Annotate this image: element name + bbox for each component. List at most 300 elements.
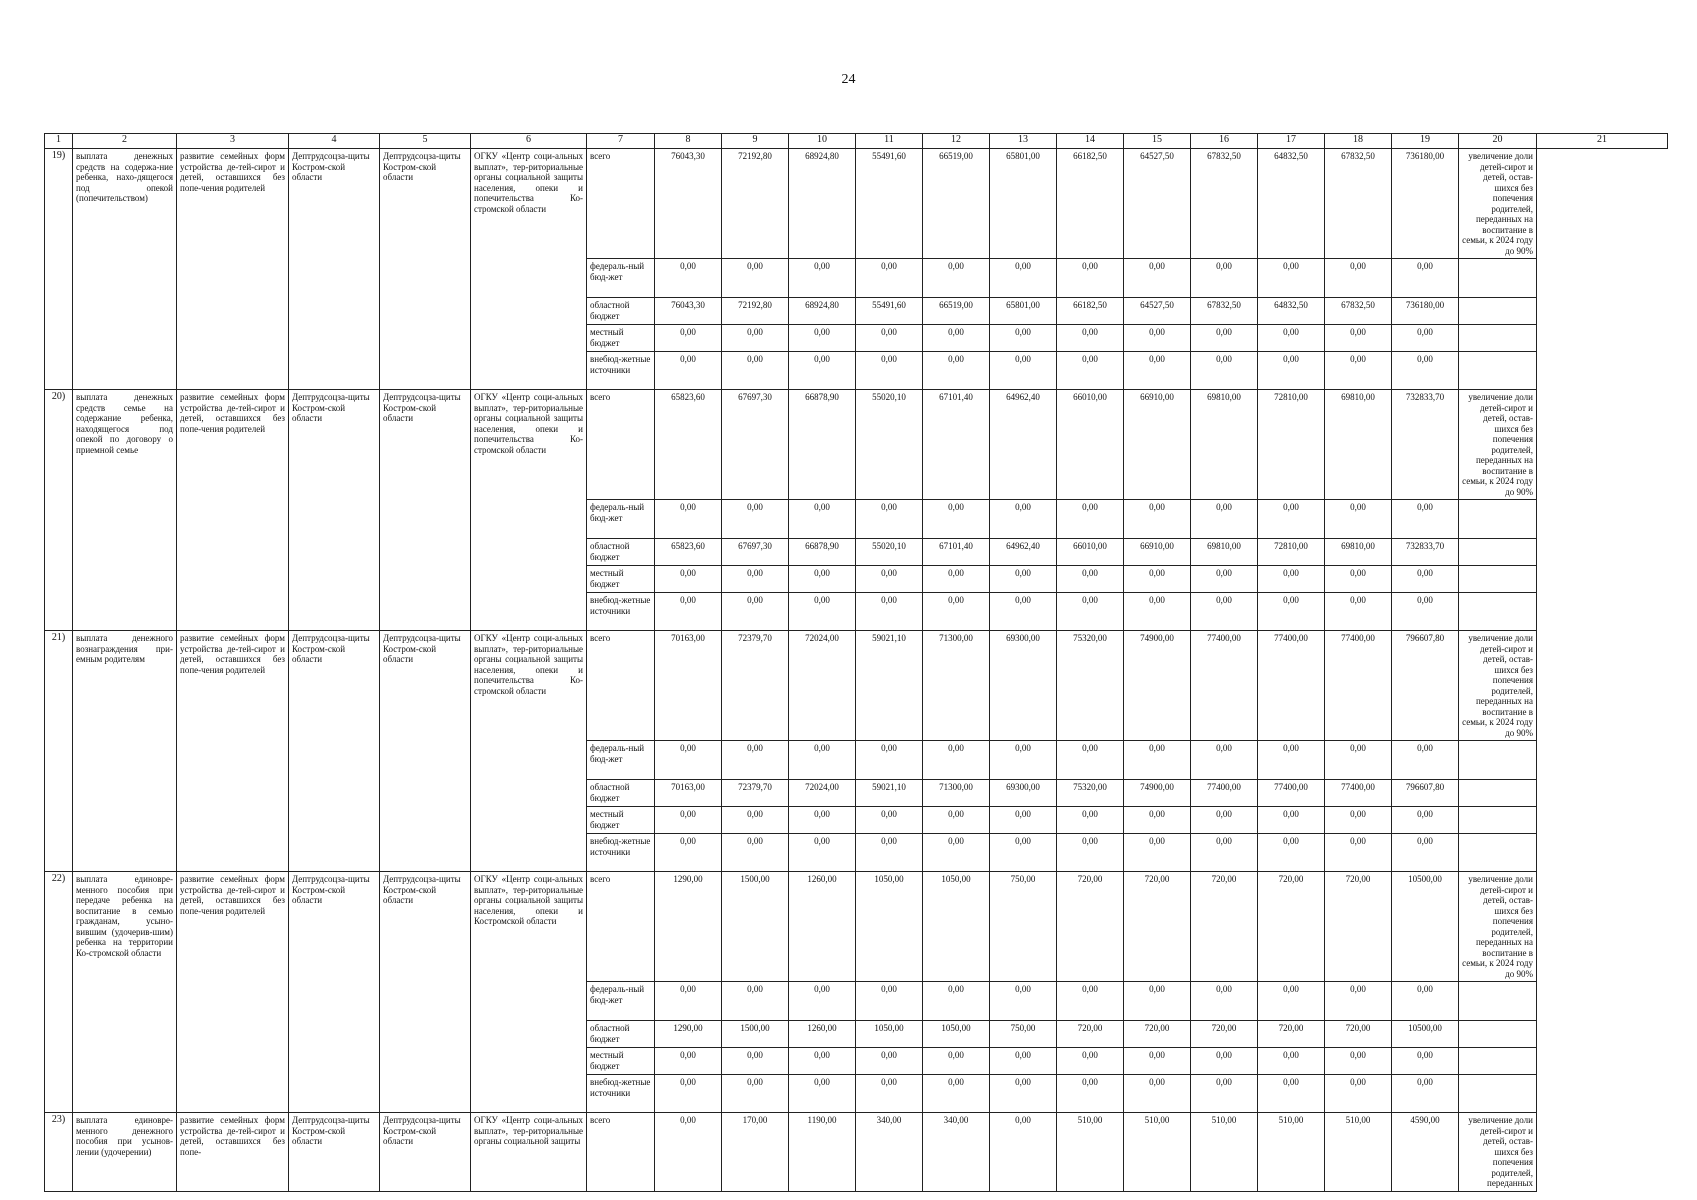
amount-cell: 0,00 [1057,741,1124,780]
amount-cell: 0,00 [1258,593,1325,631]
co-executor: Дептрудсоцза-щиты Костром-ской области [380,1113,471,1192]
amount-cell: 67697,30 [722,390,789,500]
amount-cell: 170,00 [722,1113,789,1192]
amount-cell: 0,00 [923,982,990,1021]
amount-cell: 0,00 [1057,325,1124,352]
amount-cell: 0,00 [1191,834,1258,872]
amount-cell: 72024,00 [789,631,856,741]
amount-cell: 69300,00 [990,780,1057,807]
amount-cell: 340,00 [923,1113,990,1192]
amount-cell: 0,00 [1057,259,1124,298]
amount-cell: 510,00 [1057,1113,1124,1192]
amount-cell: 1290,00 [655,1021,722,1048]
amount-cell: 69810,00 [1325,390,1392,500]
co-executor: Дептрудсоцза-щиты Костром-ской области [380,872,471,1113]
amount-cell: 796607,80 [1392,631,1459,741]
amount-cell: 0,00 [655,982,722,1021]
amount-cell: 720,00 [1258,872,1325,982]
amount-cell: 0,00 [923,259,990,298]
amount-cell: 0,00 [1325,1048,1392,1075]
amount-cell: 0,00 [1057,807,1124,834]
amount-cell: 0,00 [789,259,856,298]
amount-cell: 0,00 [1057,593,1124,631]
amount-cell: 340,00 [856,1113,923,1192]
amount-cell: 59021,10 [856,631,923,741]
amount-cell: 0,00 [856,982,923,1021]
amount-cell: 0,00 [655,1048,722,1075]
amount-cell: 66010,00 [1057,539,1124,566]
participant: ОГКУ «Центр соци-альных выплат», тер-риториальные органы социальной защиты [471,1113,587,1192]
column-number-12: 12 [923,134,990,149]
result-empty [1459,352,1537,390]
amount-cell: 0,00 [1325,834,1392,872]
row-number: 21) [45,631,73,872]
amount-cell: 0,00 [923,1075,990,1113]
amount-cell: 0,00 [789,834,856,872]
amount-cell: 72192,80 [722,149,789,259]
amount-cell: 0,00 [1392,259,1459,298]
amount-cell: 0,00 [990,741,1057,780]
amount-cell: 0,00 [789,593,856,631]
task-name: развитие семейных форм устройства де-тей-сирот и детей, оставшихся без попе- [177,1113,289,1192]
amount-cell: 0,00 [1392,982,1459,1021]
amount-cell: 72024,00 [789,780,856,807]
funding-source-local: местный бюджет [587,325,655,352]
amount-cell: 0,00 [1392,500,1459,539]
amount-cell: 0,00 [655,834,722,872]
table-row [45,390,1668,500]
participant: ОГКУ «Центр соци-альных выплат», тер-риториальные органы социальной защиты населения, опеки и попечительства Ко-стромской области [471,390,587,631]
amount-cell: 0,00 [1258,982,1325,1021]
amount-cell: 71300,00 [923,780,990,807]
participant: ОГКУ «Центр соци-альных выплат», тер-риториальные органы социальной защиты населения, опеки и попечительства Ко-стромской области [471,149,587,390]
amount-cell: 10500,00 [1392,1021,1459,1048]
amount-cell: 0,00 [1258,807,1325,834]
column-number-14: 14 [1057,134,1124,149]
amount-cell: 0,00 [655,807,722,834]
amount-cell: 0,00 [856,325,923,352]
amount-cell: 720,00 [1124,1021,1191,1048]
amount-cell: 55491,60 [856,149,923,259]
column-number-21: 21 [1537,134,1668,149]
amount-cell: 67697,30 [722,539,789,566]
amount-cell: 64527,50 [1124,149,1191,259]
table-row [45,149,1668,259]
amount-cell: 0,00 [1124,834,1191,872]
table-row [45,872,1668,982]
result-empty [1459,982,1537,1021]
amount-cell: 0,00 [1392,593,1459,631]
amount-cell: 0,00 [722,741,789,780]
responsible-executor: Дептрудсоцза-щиты Костром-ской области [289,872,380,1113]
amount-cell: 70163,00 [655,780,722,807]
amount-cell: 0,00 [722,1075,789,1113]
amount-cell: 0,00 [1057,1048,1124,1075]
result-empty [1459,500,1537,539]
amount-cell: 1500,00 [722,872,789,982]
amount-cell: 0,00 [990,1113,1057,1192]
amount-cell: 0,00 [1325,593,1392,631]
amount-cell: 67101,40 [923,539,990,566]
amount-cell: 0,00 [1124,593,1191,631]
result-empty [1459,807,1537,834]
result-empty [1459,593,1537,631]
amount-cell: 0,00 [722,834,789,872]
row-number: 22) [45,872,73,1113]
amount-cell: 1050,00 [923,872,990,982]
task-name: развитие семейных форм устройства де-тей-сирот и детей, оставшихся без попе-чения родителей [177,631,289,872]
amount-cell: 77400,00 [1325,780,1392,807]
amount-cell: 72810,00 [1258,539,1325,566]
amount-cell: 732833,70 [1392,539,1459,566]
amount-cell: 0,00 [722,1048,789,1075]
amount-cell: 0,00 [990,807,1057,834]
amount-cell: 0,00 [856,807,923,834]
amount-cell: 0,00 [722,500,789,539]
amount-cell: 0,00 [789,566,856,593]
amount-cell: 0,00 [990,982,1057,1021]
funding-source-total: всего [587,390,655,500]
funding-source-local: местный бюджет [587,807,655,834]
row-number: 19) [45,149,73,390]
amount-cell: 1190,00 [789,1113,856,1192]
amount-cell: 0,00 [1392,1075,1459,1113]
amount-cell: 0,00 [990,259,1057,298]
amount-cell: 0,00 [722,982,789,1021]
amount-cell: 0,00 [722,352,789,390]
funding-source-extrabudget: внебюд-жетные источники [587,352,655,390]
amount-cell: 66182,50 [1057,298,1124,325]
amount-cell: 1260,00 [789,872,856,982]
amount-cell: 64527,50 [1124,298,1191,325]
column-number-11: 11 [856,134,923,149]
measure-name: выплата денежного вознаграждения при-емным родителям [73,631,177,872]
amount-cell: 0,00 [789,352,856,390]
amount-cell: 0,00 [856,500,923,539]
task-name: развитие семейных форм устройства де-тей-сирот и детей, оставшихся без попе-чения родителей [177,872,289,1113]
amount-cell: 66519,00 [923,149,990,259]
result-empty [1459,298,1537,325]
amount-cell: 76043,30 [655,149,722,259]
amount-cell: 66878,90 [789,539,856,566]
result-empty [1459,1048,1537,1075]
amount-cell: 0,00 [1191,741,1258,780]
amount-cell: 70163,00 [655,631,722,741]
amount-cell: 0,00 [1124,566,1191,593]
amount-cell: 510,00 [1258,1113,1325,1192]
co-executor: Дептрудсоцза-щиты Костром-ской области [380,149,471,390]
amount-cell: 0,00 [722,325,789,352]
amount-cell: 0,00 [655,1113,722,1192]
amount-cell: 0,00 [923,325,990,352]
amount-cell: 0,00 [655,1075,722,1113]
amount-cell: 0,00 [1392,352,1459,390]
amount-cell: 0,00 [856,593,923,631]
result-empty [1459,834,1537,872]
column-number-20: 20 [1459,134,1537,149]
amount-cell: 0,00 [1325,325,1392,352]
amount-cell: 55491,60 [856,298,923,325]
amount-cell: 0,00 [655,500,722,539]
amount-cell: 67832,50 [1325,298,1392,325]
table-body [45,149,1668,1192]
amount-cell: 720,00 [1258,1021,1325,1048]
result-empty [1459,566,1537,593]
amount-cell: 0,00 [1124,259,1191,298]
amount-cell: 0,00 [1124,352,1191,390]
result-empty [1459,780,1537,807]
program-table-wrapper [44,133,1662,1192]
column-number-18: 18 [1325,134,1392,149]
funding-source-federal: федераль-ный бюд-жет [587,259,655,298]
result-empty [1459,539,1537,566]
amount-cell: 0,00 [1325,259,1392,298]
amount-cell: 0,00 [1057,982,1124,1021]
participant: ОГКУ «Центр соци-альных выплат», тер-риториальные органы социальной защиты населения, опеки и Костромской области [471,872,587,1113]
amount-cell: 0,00 [990,500,1057,539]
amount-cell: 75320,00 [1057,631,1124,741]
amount-cell: 67832,50 [1191,149,1258,259]
amount-cell: 69300,00 [990,631,1057,741]
funding-source-extrabudget: внебюд-жетные источники [587,1075,655,1113]
column-number-3: 3 [177,134,289,149]
amount-cell: 0,00 [1057,352,1124,390]
amount-cell: 0,00 [856,1075,923,1113]
measure-name: выплата единовре-менного пособия при передаче ребенка на воспитание в семью гражданам, усыно-вившим (удочерив-шим) ребенка на территории Ко-стромской области [73,872,177,1113]
amount-cell: 66182,50 [1057,149,1124,259]
amount-cell: 0,00 [1124,982,1191,1021]
funding-source-federal: федераль-ный бюд-жет [587,741,655,780]
amount-cell: 0,00 [923,500,990,539]
amount-cell: 0,00 [1325,566,1392,593]
amount-cell: 0,00 [789,741,856,780]
amount-cell: 0,00 [990,325,1057,352]
amount-cell: 0,00 [923,807,990,834]
amount-cell: 0,00 [1191,500,1258,539]
responsible-executor: Дептрудсоцза-щиты Костром-ской области [289,149,380,390]
column-number-5: 5 [380,134,471,149]
amount-cell: 0,00 [1191,1075,1258,1113]
result-empty [1459,1075,1537,1113]
amount-cell: 65801,00 [990,149,1057,259]
amount-cell: 0,00 [1392,834,1459,872]
amount-cell: 72810,00 [1258,390,1325,500]
amount-cell: 55020,10 [856,539,923,566]
funding-source-regional: областной бюджет [587,780,655,807]
funding-source-federal: федераль-ный бюд-жет [587,982,655,1021]
amount-cell: 0,00 [1258,741,1325,780]
row-number: 20) [45,390,73,631]
amount-cell: 0,00 [789,325,856,352]
responsible-executor: Дептрудсоцза-щиты Костром-ской области [289,1113,380,1192]
amount-cell: 4590,00 [1392,1113,1459,1192]
amount-cell: 0,00 [1057,500,1124,539]
amount-cell: 0,00 [1191,566,1258,593]
amount-cell: 0,00 [990,352,1057,390]
amount-cell: 0,00 [1191,1048,1258,1075]
amount-cell: 0,00 [1124,1075,1191,1113]
amount-cell: 0,00 [990,1048,1057,1075]
amount-cell: 750,00 [990,1021,1057,1048]
amount-cell: 77400,00 [1258,780,1325,807]
amount-cell: 720,00 [1057,872,1124,982]
amount-cell: 0,00 [856,259,923,298]
funding-source-local: местный бюджет [587,566,655,593]
amount-cell: 65823,60 [655,539,722,566]
amount-cell: 0,00 [1191,593,1258,631]
amount-cell: 0,00 [1258,325,1325,352]
amount-cell: 0,00 [1191,982,1258,1021]
amount-cell: 77400,00 [1325,631,1392,741]
amount-cell: 0,00 [1392,741,1459,780]
amount-cell: 0,00 [655,259,722,298]
measure-name: выплата денежных средств на содержа-ние ребенка, нахо-дящегося под опекой (попечительством) [73,149,177,390]
amount-cell: 0,00 [1124,741,1191,780]
column-number-7: 7 [587,134,655,149]
result-empty [1459,325,1537,352]
amount-cell: 0,00 [655,566,722,593]
amount-cell: 0,00 [923,1048,990,1075]
amount-cell: 0,00 [990,1075,1057,1113]
amount-cell: 65823,60 [655,390,722,500]
measure-name: выплата денежных средств семье на содержание ребенка, находящегося под опекой по договору о приемной семье [73,390,177,631]
amount-cell: 67832,50 [1191,298,1258,325]
amount-cell: 68924,80 [789,298,856,325]
responsible-executor: Дептрудсоцза-щиты Костром-ской области [289,390,380,631]
amount-cell: 0,00 [1258,259,1325,298]
amount-cell: 510,00 [1191,1113,1258,1192]
amount-cell: 0,00 [655,352,722,390]
amount-cell: 720,00 [1057,1021,1124,1048]
funding-source-regional: областной бюджет [587,539,655,566]
amount-cell: 510,00 [1325,1113,1392,1192]
amount-cell: 66878,90 [789,390,856,500]
amount-cell: 0,00 [1057,834,1124,872]
amount-cell: 67101,40 [923,390,990,500]
amount-cell: 66910,00 [1124,539,1191,566]
amount-cell: 74900,00 [1124,780,1191,807]
column-number-15: 15 [1124,134,1191,149]
column-number-19: 19 [1392,134,1459,149]
amount-cell: 0,00 [1191,325,1258,352]
amount-cell: 0,00 [990,566,1057,593]
column-number-row [45,134,1668,149]
amount-cell: 736180,00 [1392,149,1459,259]
task-name: развитие семейных форм устройства де-тей-сирот и детей, оставшихся без попе-чения родителей [177,390,289,631]
amount-cell: 0,00 [1258,834,1325,872]
amount-cell: 0,00 [1392,1048,1459,1075]
expected-result: увеличение доли детей-сирот и детей, остав-шихся без попечения родителей, переданных на воспитание в семьи, к 2024 году до 90% [1459,390,1537,500]
amount-cell: 0,00 [789,982,856,1021]
funding-source-total: всего [587,631,655,741]
amount-cell: 0,00 [1258,1048,1325,1075]
funding-source-federal: федераль-ный бюд-жет [587,500,655,539]
responsible-executor: Дептрудсоцза-щиты Костром-ской области [289,631,380,872]
amount-cell: 0,00 [789,1048,856,1075]
funding-source-extrabudget: внебюд-жетные источники [587,834,655,872]
amount-cell: 69810,00 [1325,539,1392,566]
amount-cell: 0,00 [1258,352,1325,390]
amount-cell: 10500,00 [1392,872,1459,982]
participant: ОГКУ «Центр соци-альных выплат», тер-риториальные органы социальной защиты населения, опеки и попечительства Ко-стромской области [471,631,587,872]
amount-cell: 0,00 [923,566,990,593]
amount-cell: 0,00 [1124,1048,1191,1075]
amount-cell: 0,00 [655,593,722,631]
table-row [45,1113,1668,1192]
column-number-9: 9 [722,134,789,149]
amount-cell: 72379,70 [722,631,789,741]
amount-cell: 67832,50 [1325,149,1392,259]
amount-cell: 0,00 [722,259,789,298]
funding-source-total: всего [587,1113,655,1192]
funding-source-local: местный бюджет [587,1048,655,1075]
expected-result: увеличение доли детей-сирот и детей, остав-шихся без попечения родителей, переданных на воспитание в семьи, к 2024 году до 90% [1459,631,1537,741]
funding-source-total: всего [587,149,655,259]
amount-cell: 0,00 [1258,500,1325,539]
funding-source-extrabudget: внебюд-жетные источники [587,593,655,631]
amount-cell: 77400,00 [1258,631,1325,741]
amount-cell: 68924,80 [789,149,856,259]
amount-cell: 796607,80 [1392,780,1459,807]
task-name: развитие семейных форм устройства де-тей-сирот и детей, оставшихся без попе-чения родителей [177,149,289,390]
amount-cell: 76043,30 [655,298,722,325]
amount-cell: 0,00 [1191,259,1258,298]
amount-cell: 0,00 [789,500,856,539]
amount-cell: 0,00 [1057,566,1124,593]
co-executor: Дептрудсоцза-щиты Костром-ской области [380,390,471,631]
amount-cell: 0,00 [1325,352,1392,390]
amount-cell: 77400,00 [1191,780,1258,807]
amount-cell: 1500,00 [722,1021,789,1048]
expected-result: увеличение доли детей-сирот и детей, остав-шихся без попечения родителей, переданных на воспитание в семьи, к 2024 году до 90% [1459,149,1537,259]
amount-cell: 65801,00 [990,298,1057,325]
amount-cell: 0,00 [1124,807,1191,834]
amount-cell: 0,00 [1191,807,1258,834]
funding-source-total: всего [587,872,655,982]
amount-cell: 0,00 [990,593,1057,631]
column-number-2: 2 [73,134,177,149]
amount-cell: 0,00 [856,566,923,593]
table-row [45,631,1668,741]
amount-cell: 720,00 [1191,872,1258,982]
amount-cell: 0,00 [1258,566,1325,593]
amount-cell: 0,00 [923,593,990,631]
amount-cell: 0,00 [1258,1075,1325,1113]
amount-cell: 1050,00 [856,872,923,982]
column-number-1: 1 [45,134,73,149]
amount-cell: 77400,00 [1191,631,1258,741]
amount-cell: 750,00 [990,872,1057,982]
column-number-6: 6 [471,134,587,149]
amount-cell: 510,00 [1124,1113,1191,1192]
amount-cell: 72379,70 [722,780,789,807]
column-number-10: 10 [789,134,856,149]
amount-cell: 0,00 [923,834,990,872]
amount-cell: 0,00 [856,834,923,872]
amount-cell: 0,00 [1392,325,1459,352]
expected-result: увеличение доли детей-сирот и детей, остав-шихся без попечения родителей, переданных на воспитание в семьи, к 2024 году до 90% [1459,872,1537,982]
amount-cell: 732833,70 [1392,390,1459,500]
amount-cell: 0,00 [1325,982,1392,1021]
amount-cell: 0,00 [655,325,722,352]
amount-cell: 64832,50 [1258,149,1325,259]
result-empty [1459,259,1537,298]
amount-cell: 720,00 [1191,1021,1258,1048]
amount-cell: 1290,00 [655,872,722,982]
amount-cell: 71300,00 [923,631,990,741]
amount-cell: 74900,00 [1124,631,1191,741]
amount-cell: 0,00 [655,741,722,780]
